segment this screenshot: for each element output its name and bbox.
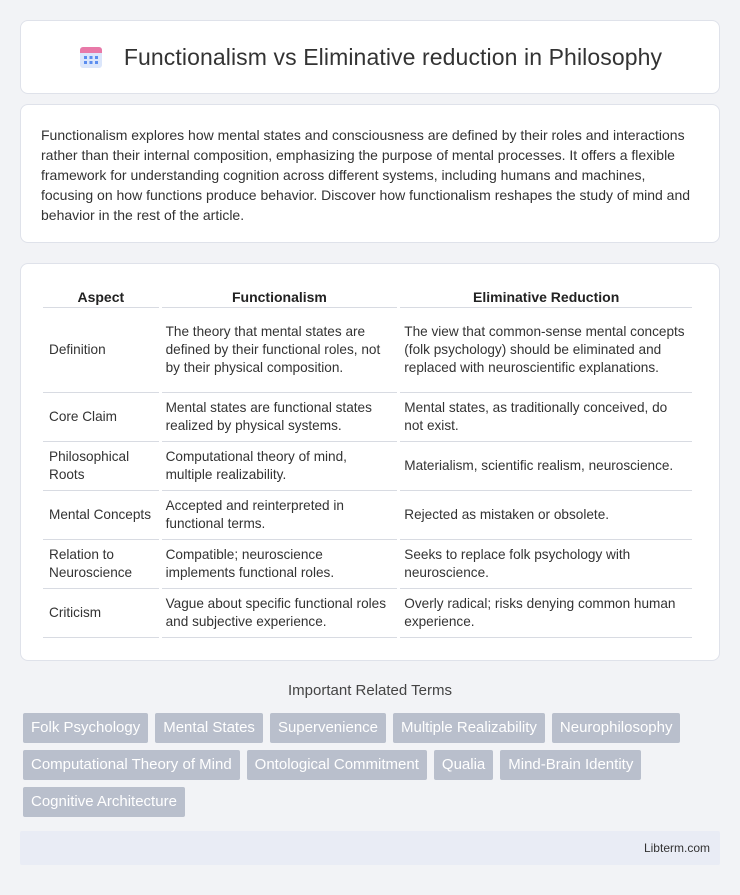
cell-aspect: Relation to Neuroscience <box>43 540 159 589</box>
footer <box>20 831 720 865</box>
table-row <box>43 308 692 393</box>
table-row <box>43 393 692 442</box>
cell-aspect: Definition <box>43 308 159 393</box>
intro-card <box>20 104 720 243</box>
table-row <box>43 589 692 638</box>
cell-eliminative: Rejected as mistaken or obsolete. <box>400 491 692 540</box>
cell-aspect: Core Claim <box>43 393 159 442</box>
comparison-table-card <box>20 263 720 661</box>
cell-aspect: Philosophical Roots <box>43 442 159 491</box>
calendar-grid-icon <box>78 44 104 70</box>
cell-eliminative: The view that common-sense mental concepts (folk psychology) should be eliminated and replaced with neuroscientific explanations. <box>400 308 692 393</box>
header-eliminative-reduction: Eliminative Reduction <box>400 286 692 308</box>
related-terms-list <box>23 713 723 817</box>
cell-eliminative: Seeks to replace folk psychology with neuroscience. <box>400 540 692 589</box>
page-title: Functionalism vs Eliminative reduction in Philosophy <box>123 43 663 70</box>
term-tag[interactable]: Ontological Commitment <box>247 750 427 780</box>
footer-site-link[interactable]: Libterm.com <box>643 841 710 855</box>
term-tag[interactable]: Qualia <box>434 750 493 780</box>
table-row <box>43 491 692 540</box>
term-tag[interactable]: Multiple Realizability <box>393 713 545 743</box>
comparison-table <box>40 286 695 638</box>
cell-eliminative: Mental states, as traditionally conceived, do not exist. <box>400 393 692 442</box>
term-tag[interactable]: Folk Psychology <box>23 713 148 743</box>
cell-functionalism: The theory that mental states are defined by their functional roles, not by their physical composition. <box>162 308 398 393</box>
header-aspect: Aspect <box>43 286 159 308</box>
term-tag[interactable]: Computational Theory of Mind <box>23 750 240 780</box>
term-tag[interactable]: Supervenience <box>270 713 386 743</box>
term-tag[interactable]: Mind-Brain Identity <box>500 750 641 780</box>
cell-functionalism: Mental states are functional states realized by physical systems. <box>162 393 398 442</box>
table-header-row <box>43 286 692 308</box>
cell-eliminative: Materialism, scientific realism, neuroscience. <box>400 442 692 491</box>
cell-functionalism: Compatible; neuroscience implements functional roles. <box>162 540 398 589</box>
table-row <box>43 442 692 491</box>
term-tag[interactable]: Mental States <box>155 713 263 743</box>
intro-text: Functionalism explores how mental states and consciousness are defined by their roles and interactions rather than their internal composition, emphasizing the purpose of mental processes. It offers a flexible framework for understanding cognition across different systems, including humans and machines, focusing on how functions produce behavior. Discover how functionalism reshapes the study of mind and behavior in the rest of the article. <box>41 127 691 223</box>
cell-functionalism: Accepted and reinterpreted in functional terms. <box>162 491 398 540</box>
cell-functionalism: Vague about specific functional roles and subjective experience. <box>162 589 398 638</box>
cell-aspect: Mental Concepts <box>43 491 159 540</box>
related-terms-title: Important Related Terms <box>288 682 452 699</box>
term-tag[interactable]: Cognitive Architecture <box>23 787 185 817</box>
term-tag[interactable]: Neurophilosophy <box>552 713 681 743</box>
cell-functionalism: Computational theory of mind, multiple realizability. <box>162 442 398 491</box>
cell-aspect: Criticism <box>43 589 159 638</box>
header-card <box>20 20 720 94</box>
header-functionalism: Functionalism <box>162 286 398 308</box>
table-row <box>43 540 692 589</box>
cell-eliminative: Overly radical; risks denying common human experience. <box>400 589 692 638</box>
